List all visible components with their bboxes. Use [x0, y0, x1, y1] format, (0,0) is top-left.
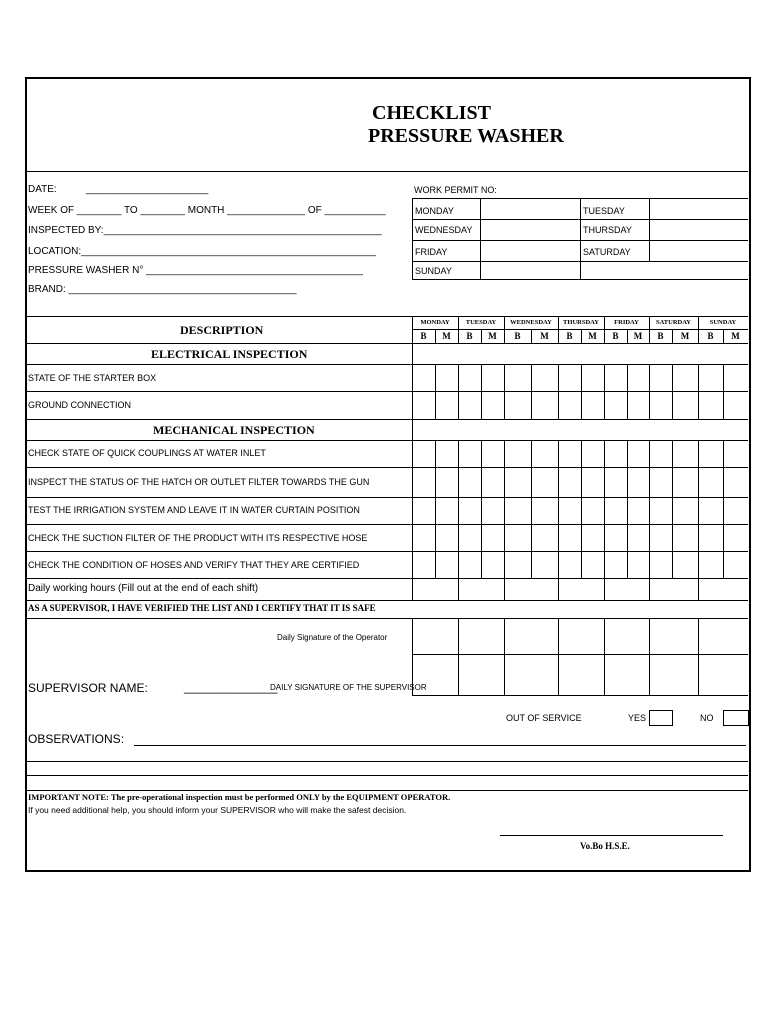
grid-vline	[504, 578, 505, 600]
brand-field[interactable]: BRAND: _________________________________________	[28, 284, 297, 295]
grid-vline	[723, 364, 724, 419]
supervisor-certification: AS A SUPERVISOR, I HAVE VERIFIED THE LIST AND I CERTIFY THAT IT IS SAFE	[28, 603, 376, 613]
sub-header-m: M	[488, 331, 497, 341]
work-permit-label: WORK PERMIT NO:	[414, 185, 497, 195]
permit-day-friday: FRIDAY	[415, 247, 448, 257]
checklist-form-frame	[25, 77, 751, 872]
supervisor-name-field[interactable]: ______________	[184, 680, 278, 694]
grid-vline	[649, 618, 650, 695]
grid-vline	[672, 440, 673, 578]
grid-vline	[531, 440, 532, 578]
grid-hline	[26, 578, 748, 579]
item-suction-filter: CHECK THE SUCTION FILTER OF THE PRODUCT WITH ITS RESPECTIVE HOSE	[28, 533, 368, 543]
grid-vline	[649, 364, 650, 419]
grid-vline	[698, 364, 699, 419]
permit-vline	[580, 198, 581, 279]
form-title: CHECKLIST	[372, 102, 491, 124]
date-field[interactable]: ______________________	[86, 184, 209, 195]
permit-day-sunday: SUNDAY	[415, 266, 452, 276]
grid-vline	[581, 364, 582, 419]
grid-vline	[604, 440, 605, 578]
item-starter-box: STATE OF THE STARTER BOX	[28, 373, 157, 383]
description-header: DESCRIPTION	[180, 323, 264, 337]
grid-hline	[26, 419, 748, 420]
grid-hline	[26, 391, 748, 392]
yes-checkbox[interactable]	[649, 710, 673, 726]
grid-vline	[604, 364, 605, 419]
permit-day-saturday: SATURDAY	[583, 247, 631, 257]
grid-vline	[558, 618, 559, 695]
grid-hline	[26, 600, 748, 601]
grid-vline	[604, 578, 605, 600]
grid-hline	[26, 467, 748, 468]
permit-vline	[649, 198, 650, 261]
supervisor-signature-label: DAILY SIGNATURE OF THE SUPERVISOR	[270, 683, 427, 692]
grid-vline	[504, 618, 505, 695]
day-header-friday: FRIDAY	[614, 319, 639, 326]
mechanical-section-title: MECHANICAL INSPECTION	[153, 423, 315, 437]
grid-vline	[558, 578, 559, 600]
grid-vline	[698, 440, 699, 578]
grid-vline	[581, 440, 582, 578]
grid-vline	[504, 364, 505, 419]
sub-header-m: M	[442, 331, 451, 341]
no-label: NO	[700, 713, 714, 723]
sub-header-m: M	[633, 331, 643, 341]
sub-header-b: B	[612, 331, 619, 341]
observations-label: OBSERVATIONS:	[28, 732, 125, 746]
grid-vline	[698, 578, 699, 600]
grid-hline	[26, 618, 748, 619]
supervisor-name-label: SUPERVISOR NAME:	[28, 681, 148, 695]
important-note: IMPORTANT NOTE: The pre-operational inspection must be performed ONLY by the EQUIPMENT OPERATOR.	[28, 792, 451, 802]
item-outlet-filter: INSPECT THE STATUS OF THE HATCH OR OUTLET FILTER TOWARDS THE GUN	[28, 477, 370, 487]
item-quick-couplings: CHECK STATE OF QUICK COUPLINGS AT WATER INLET	[28, 448, 266, 458]
grid-vline	[649, 578, 650, 600]
grid-vline	[627, 364, 628, 419]
sub-header-m: M	[680, 331, 690, 341]
grid-vline	[435, 364, 436, 419]
day-header-sunday: SUNDAY	[709, 319, 737, 326]
sub-header-m: M	[540, 331, 549, 341]
grid-hline	[26, 316, 748, 317]
observations-line[interactable]	[26, 775, 748, 776]
permit-day-thursday: THURSDAY	[583, 225, 632, 235]
observations-line[interactable]	[26, 761, 748, 762]
grid-vline	[504, 440, 505, 578]
observations-line[interactable]	[26, 790, 748, 791]
day-header-wednesday: WEDNESDAY	[510, 319, 552, 326]
day-header-monday: MONDAY	[420, 319, 450, 326]
sub-header-b: B	[466, 331, 473, 341]
grid-vline	[481, 440, 482, 578]
sub-header-m: M	[588, 331, 597, 341]
week-of-field[interactable]: WEEK OF ________ TO ________ MONTH ______________ OF ___________	[28, 205, 386, 216]
day-header-thursday: THURSDAY	[563, 319, 599, 326]
no-checkbox[interactable]	[723, 710, 749, 726]
grid-vline	[698, 618, 699, 695]
grid-vline	[672, 364, 673, 419]
sub-header-b: B	[657, 331, 664, 341]
item-hoses: CHECK THE CONDITION OF HOSES AND VERIFY THAT THEY ARE CERTIFIED	[28, 560, 360, 570]
grid-vline	[458, 578, 459, 600]
grid-hline	[26, 524, 748, 525]
operator-signature-label: Daily Signature of the Operator	[277, 633, 388, 642]
grid-hline	[26, 364, 748, 365]
form-subtitle: PRESSURE WASHER	[368, 125, 564, 147]
grid-hline	[26, 497, 748, 498]
permit-day-tuesday: TUESDAY	[583, 206, 625, 216]
sub-header-b: B	[514, 331, 521, 341]
item-ground-connection: GROUND CONNECTION	[28, 400, 131, 410]
sub-header-b: B	[566, 331, 573, 341]
grid-vline	[481, 364, 482, 419]
title-divider	[26, 171, 748, 172]
grid-vline	[458, 440, 459, 578]
grid-vline	[649, 440, 650, 578]
sub-header-b: B	[420, 331, 427, 341]
electrical-section-title: ELECTRICAL INSPECTION	[151, 347, 308, 361]
permit-vline	[412, 198, 413, 279]
day-header-saturday: SATURDAY	[655, 319, 692, 326]
grid-vline	[458, 618, 459, 695]
permit-day-wednesday: WEDNESDAY	[415, 225, 473, 235]
vobo-label: Vo.Bo H.S.E.	[580, 841, 630, 851]
grid-hline	[26, 343, 748, 344]
inspected-by-field[interactable]: INSPECTED BY:__________________________________________________	[28, 225, 382, 236]
observations-line[interactable]	[134, 745, 746, 746]
sub-header-m: M	[731, 331, 740, 341]
grid-vline	[458, 364, 459, 419]
date-label: DATE:	[28, 184, 57, 195]
vobo-signature-line[interactable]	[500, 835, 723, 836]
yes-label: YES	[628, 713, 647, 723]
day-header-tuesday: TUESDAY	[465, 319, 497, 326]
grid-hline	[412, 695, 748, 696]
grid-vline	[412, 316, 413, 600]
permit-vline	[480, 198, 481, 279]
grid-vline	[558, 440, 559, 578]
grid-vline	[531, 364, 532, 419]
daily-working-hours-label: Daily working hours (Fill out at the end of each shift)	[28, 583, 259, 594]
grid-vline	[435, 440, 436, 578]
help-note: If you need additional help, you should inform your SUPERVISOR who will make the safest decision.	[28, 805, 407, 815]
grid-vline	[558, 364, 559, 419]
permit-day-monday: MONDAY	[415, 206, 454, 216]
item-irrigation-system: TEST THE IRRIGATION SYSTEM AND LEAVE IT IN WATER CURTAIN POSITION	[28, 505, 360, 515]
grid-hline	[26, 440, 748, 441]
out-of-service-label: OUT OF SERVICE	[506, 713, 582, 723]
grid-vline	[627, 440, 628, 578]
grid-hline	[26, 551, 748, 552]
location-field[interactable]: LOCATION:_____________________________________________________	[28, 246, 376, 257]
pressure-washer-number-field[interactable]: PRESSURE WASHER N° _______________________________________	[28, 265, 363, 276]
grid-vline	[723, 440, 724, 578]
permit-line	[412, 279, 748, 280]
sub-header-b: B	[707, 331, 714, 341]
grid-vline	[604, 618, 605, 695]
